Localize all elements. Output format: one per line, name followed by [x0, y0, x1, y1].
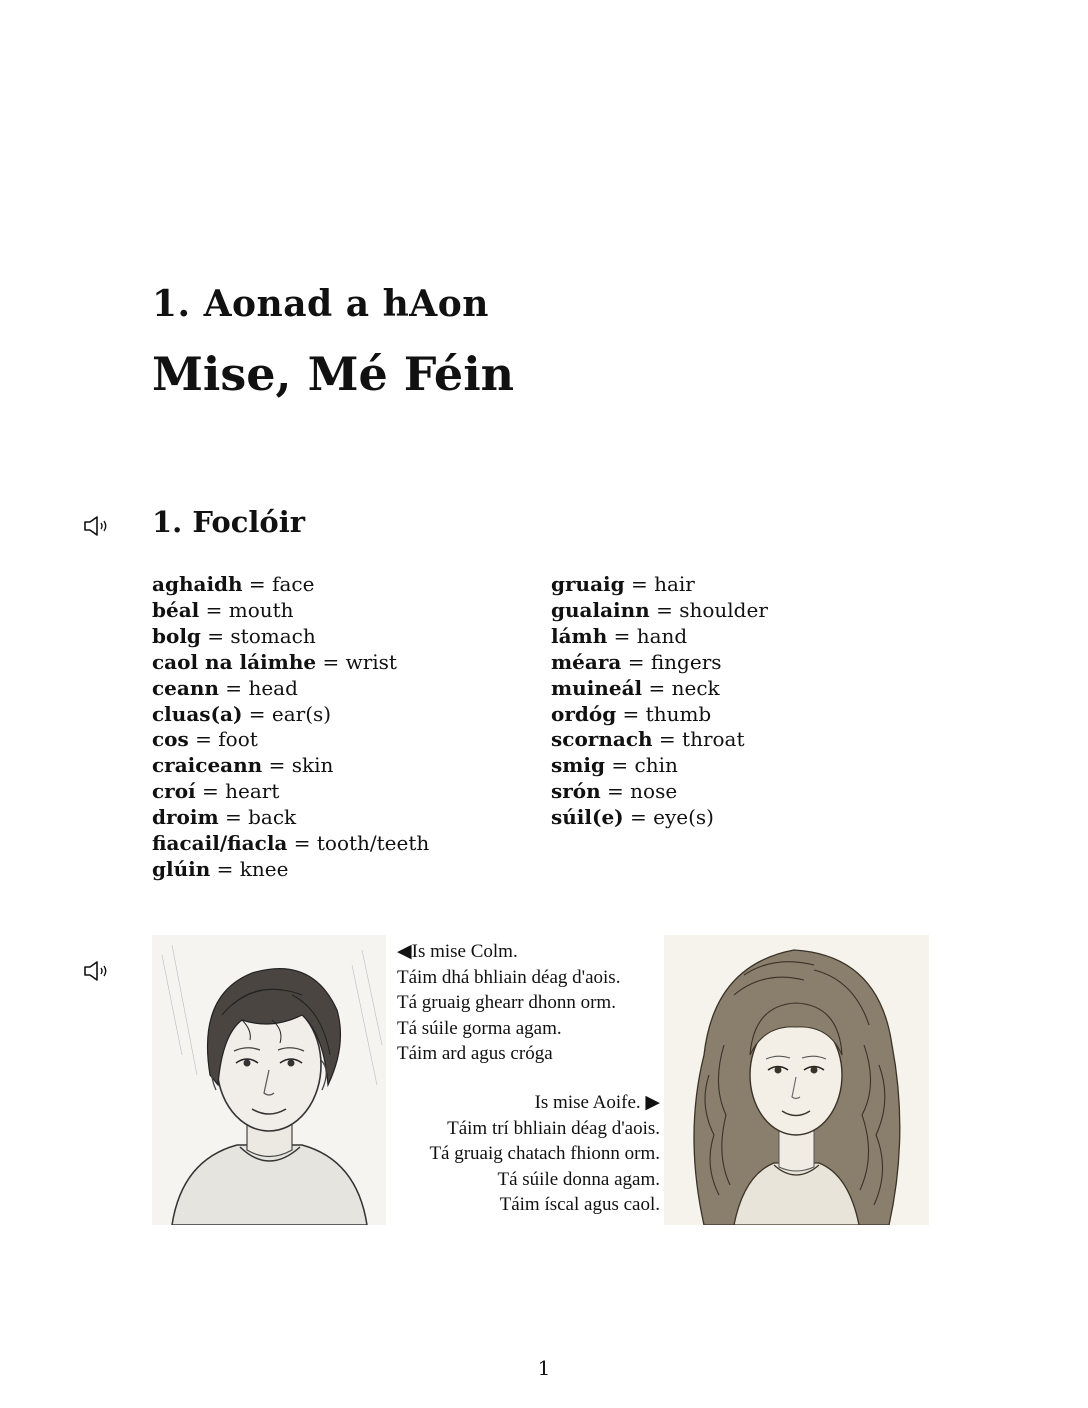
vocab-meaning: chin: [634, 753, 678, 778]
vocab-term: méara: [551, 649, 622, 674]
bio-line: Táim dhá bhliain déag d'aois.: [397, 966, 621, 988]
bio-line: Tá gruaig chatach fhionn orm.: [429, 1143, 660, 1164]
bio-line: ◀Is mise Colm.: [397, 941, 518, 962]
bio-line: Tá súile donna agam.: [497, 1168, 660, 1190]
vocab-entry: ordóg = thumb: [551, 701, 712, 726]
vocab-entry: craiceann = skin: [152, 753, 334, 778]
vocab-term: gruaig: [551, 572, 625, 596]
vocab-entry: lámh = hand: [551, 623, 688, 648]
chapter-number: 1. Aonad a hAon: [152, 283, 489, 325]
vocab-term: ordóg: [551, 701, 617, 726]
speaker-icon[interactable]: [83, 515, 111, 537]
vocab-meaning: face: [272, 572, 315, 596]
vocab-entry: croí = heart: [152, 779, 280, 804]
vocab-term: fiacail/fiacla: [152, 831, 288, 856]
chapter-title: Mise, Mé Féin: [152, 347, 515, 401]
vocab-meaning: hair: [654, 572, 695, 596]
vocab-meaning: skin: [291, 753, 334, 778]
vocab-entry: fiacail/fiacla = tooth/teeth: [152, 831, 430, 856]
vocab-entry: gualainn = shoulder: [551, 597, 768, 622]
vocab-meaning: fingers: [650, 649, 722, 674]
bio-line: Táim íscal agus caol.: [499, 1194, 660, 1215]
vocab-meaning: shoulder: [679, 597, 768, 622]
vocab-term: béal: [152, 597, 200, 622]
vocab-meaning: stomach: [230, 623, 316, 648]
girl-portrait-image: [664, 935, 929, 1225]
vocab-meaning: back: [248, 805, 297, 830]
vocab-meaning: neck: [671, 675, 720, 700]
vocab-term: gualainn: [551, 597, 650, 622]
page-number: 1: [537, 1356, 551, 1380]
vocab-entry: ceann = head: [152, 675, 298, 700]
vocab-term: smig: [551, 753, 606, 778]
vocab-meaning: tooth/teeth: [316, 831, 430, 856]
vocab-term: scornach: [551, 727, 653, 752]
vocab-meaning: throat: [682, 727, 745, 752]
vocab-term: caol na láimhe: [152, 649, 317, 674]
vocab-entry: gruaig = hair: [551, 572, 695, 596]
vocab-term: craiceann: [152, 753, 263, 778]
vocab-list-right: [551, 572, 768, 831]
vocab-entry: glúin = knee: [152, 856, 289, 881]
vocab-term: aghaidh: [152, 572, 243, 596]
vocab-meaning: ear(s): [271, 701, 332, 726]
vocab-meaning: knee: [239, 856, 289, 881]
speaker-icon[interactable]: [83, 960, 111, 982]
bio-line: Táim trí bhliain déag d'aois.: [447, 1117, 660, 1139]
vocab-entry: caol na láimhe = wrist: [152, 649, 397, 674]
vocab-term: lámh: [551, 623, 608, 648]
vocab-entry: cluas(a) = ear(s): [152, 701, 332, 726]
vocab-entry: bolg = stomach: [152, 623, 316, 648]
vocab-meaning: heart: [225, 779, 280, 804]
vocab-meaning: head: [248, 675, 298, 700]
colm-description: [397, 939, 620, 1067]
vocab-meaning: mouth: [228, 597, 294, 622]
bio-line: Táim ard agus cróga: [397, 1043, 553, 1064]
vocab-entry: cos = foot: [152, 727, 258, 752]
vocab-term: cos: [152, 727, 189, 752]
aoife-description: [394, 1090, 660, 1218]
vocab-term: droim: [152, 805, 219, 830]
boy-portrait-image: [152, 935, 386, 1225]
vocab-entry: muineál = neck: [551, 675, 720, 700]
vocab-entry: srón = nose: [551, 779, 678, 804]
vocab-term: bolg: [152, 623, 201, 648]
vocab-entry: smig = chin: [551, 753, 678, 778]
vocab-meaning: foot: [218, 727, 258, 752]
vocab-entry: méara = fingers: [551, 649, 722, 674]
vocab-term: glúin: [152, 856, 211, 881]
vocab-term: cluas(a): [152, 701, 243, 726]
bio-line: Tá gruaig ghearr dhonn orm.: [397, 992, 616, 1013]
vocab-entry: aghaidh = face: [152, 572, 315, 596]
vocab-meaning: hand: [636, 623, 688, 648]
vocab-entry: béal = mouth: [152, 597, 294, 622]
vocab-term: ceann: [152, 675, 219, 700]
vocab-term: croí: [152, 779, 196, 804]
section-title: 1. Foclóir: [152, 505, 306, 539]
vocab-term: srón: [551, 779, 601, 804]
vocab-list-left: [152, 572, 429, 883]
vocab-term: muineál: [551, 675, 643, 700]
vocab-entry: scornach = throat: [551, 727, 745, 752]
vocab-entry: súil(e) = eye(s): [551, 805, 714, 830]
bio-line: Tá súile gorma agam.: [397, 1017, 562, 1039]
vocab-meaning: eye(s): [653, 805, 714, 830]
vocab-meaning: wrist: [345, 649, 397, 674]
vocab-term: súil(e): [551, 805, 624, 830]
bio-line: Is mise Aoife. ▶: [534, 1092, 660, 1113]
vocab-meaning: nose: [630, 779, 678, 804]
vocab-entry: droim = back: [152, 805, 297, 830]
vocab-meaning: thumb: [645, 701, 712, 726]
